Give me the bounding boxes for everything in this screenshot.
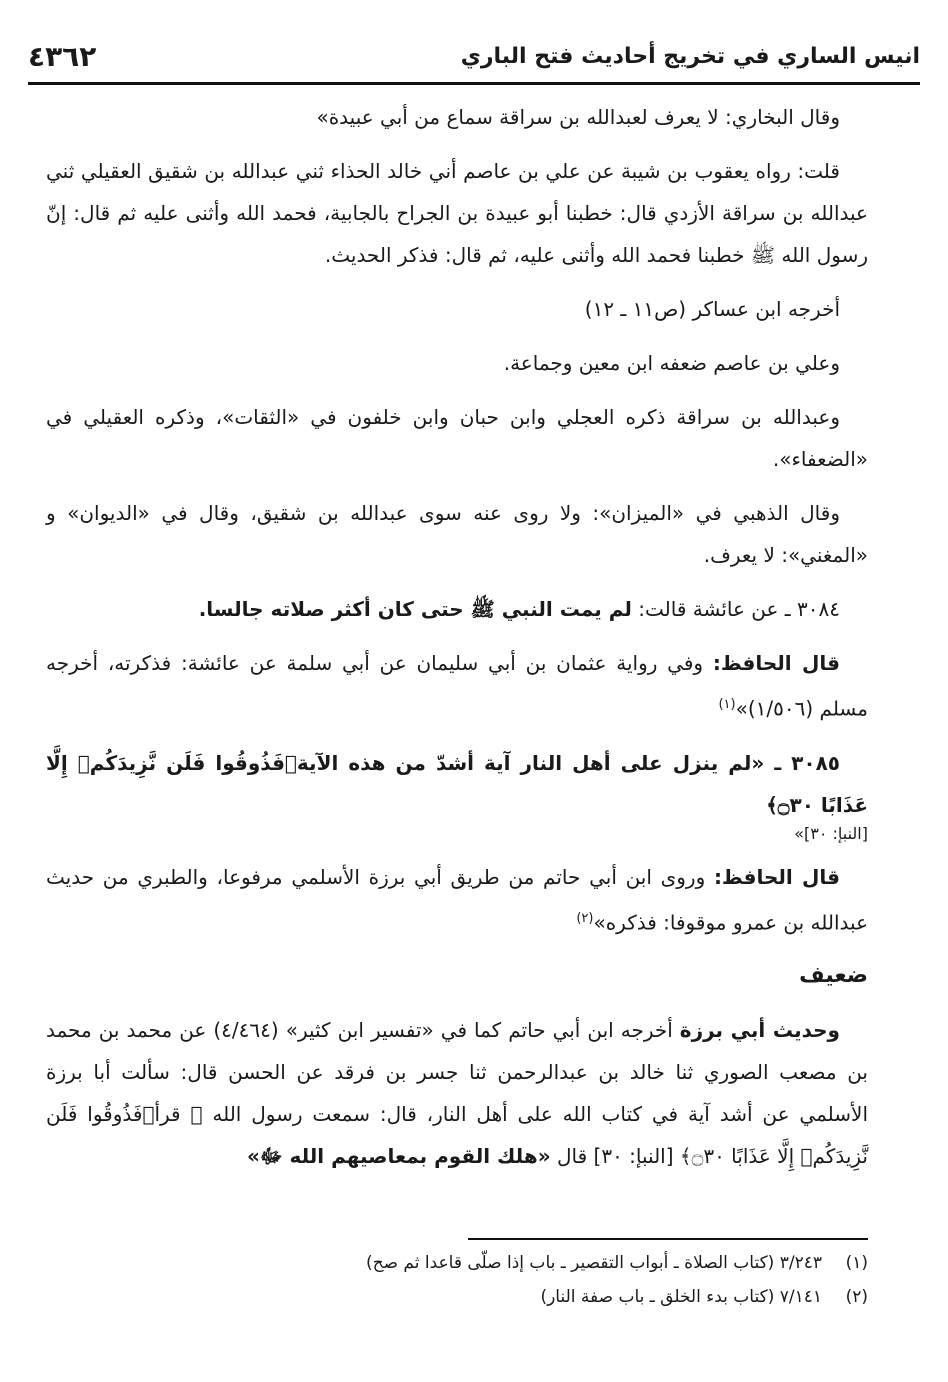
paragraph	[46, 642, 868, 730]
paragraph-lead: وحديث أبي برزة	[679, 1018, 840, 1043]
paragraph-text: وروى ابن أبي حاتم من طريق أبي برزة الأسلمي مرفوعا، والطبري من حديث عبدالله بن عمرو موقوفا: فذكره»	[46, 864, 868, 935]
paragraph-text: وفي رواية عثمان بن أبي سليمان عن أبي سلمة عن عائشة: فذكرته، أخرجه مسلم (١/٥٠٦)»	[46, 651, 868, 721]
paragraph: أخرجه ابن عساكر (ص١١ ـ ١٢)	[584, 297, 840, 321]
hadith-number: ٣٠٨٤ ـ عن عائشة قالت:	[631, 597, 840, 621]
grade-heading: ضعيف	[799, 963, 868, 989]
paragraph: وعلي بن عاصم ضعفه ابن معين وجماعة.	[503, 351, 840, 375]
footnote-number: (٢)	[845, 1287, 868, 1307]
hadith-3084	[46, 588, 868, 630]
footnote-number: (١)	[845, 1253, 868, 1273]
hafiz-label: قال الحافظ:	[713, 864, 840, 889]
paragraph-text: أخرجه ابن أبي حاتم كما في «تفسير ابن كثير» (٤/٤٦٤) عن محمد بن محمد بن مصعب الصوري ثنا خالد بن عبدالرحمن ثنا جسر بن فرقد عن الحسن قال: سألت أبا برزة الأسلمي عن أشد آية في كتاب الله على أهل النار، قال: سمعت رسول الله ﷺ قرأ﴿فَذُوقُوا فَلَن نَّزِيدَكُمۡ إِلَّا عَذَابًا ۝٣٠﴾ [النبإ: ٣٠] قال	[46, 1018, 868, 1169]
paragraph: وعبدالله بن سراقة ذكره العجلي وابن حبان وابن خلفون في «الثقات»، وذكره العقيلي في «الضعفاء».	[46, 405, 868, 471]
footnote	[120, 1246, 868, 1280]
paragraph: وقال الذهبي في «الميزان»: ولا روى عنه سوى عبدالله بن شقيق، وقال في «الديوان» و «المغني»: لا يعرف.	[46, 501, 868, 567]
paragraph	[46, 1009, 868, 1177]
footnote-text: ٣/٢٤٣ (كتاب الصلاة ـ أبواب التقصير ـ باب إذا صلّى قاعدا ثم صح)	[365, 1253, 822, 1273]
hadith-3085: ٣٠٨٥ ـ «لم ينزل على أهل النار آية أشدّ من هذه الآية﴿فَذُوقُوا فَلَن نَّزِيدَكُمۡ إِلَّا عَذَابًا ۝٣٠﴾	[46, 750, 868, 817]
footnote-marker: (٢)	[576, 910, 594, 926]
footnote-divider	[468, 1238, 868, 1240]
body-text	[46, 96, 868, 1189]
footnote-text: ٧/١٤١ (كتاب بدء الخلق ـ باب صفة النار)	[540, 1287, 822, 1307]
paragraph	[46, 856, 868, 944]
hadith-quote: «هلك القوم بمعاصيهم الله ﷻ»	[246, 1144, 551, 1169]
paragraph: وقال البخاري: لا يعرف لعبدالله بن سراقة سماع من أبي عبيدة»	[316, 105, 840, 129]
footnote	[120, 1280, 868, 1314]
hafiz-label: قال الحافظ:	[712, 651, 840, 675]
paragraph: قلت: رواه يعقوب بن شيبة عن علي بن عاصم أني خالد الحذاء ثني عبدالله بن شقيق العقيلي ثني عبدالله بن سراقة الأزدي قال: خطبنا أبو عبيدة بن الجراح بالجابية، فحمد الله وأثنى عليه ثم قال: إنّ رسول الله ﷺ خطبنا فحمد الله وأثنى عليه، ثم قال: فذكر الحديث.	[46, 159, 868, 267]
footnotes	[120, 1246, 868, 1314]
page-number: ٤٣٦٢	[28, 39, 97, 73]
hadith-text: لم يمت النبي ﷺ حتى كان أكثر صلاته جالسا.	[198, 597, 632, 621]
footnote-marker: (١)	[718, 697, 736, 712]
running-title: انيس الساري في تخريج أحاديث فتح الباري	[460, 43, 920, 69]
page-header	[28, 30, 920, 85]
quran-reference: [النبإ: ٣٠]»	[794, 823, 868, 843]
